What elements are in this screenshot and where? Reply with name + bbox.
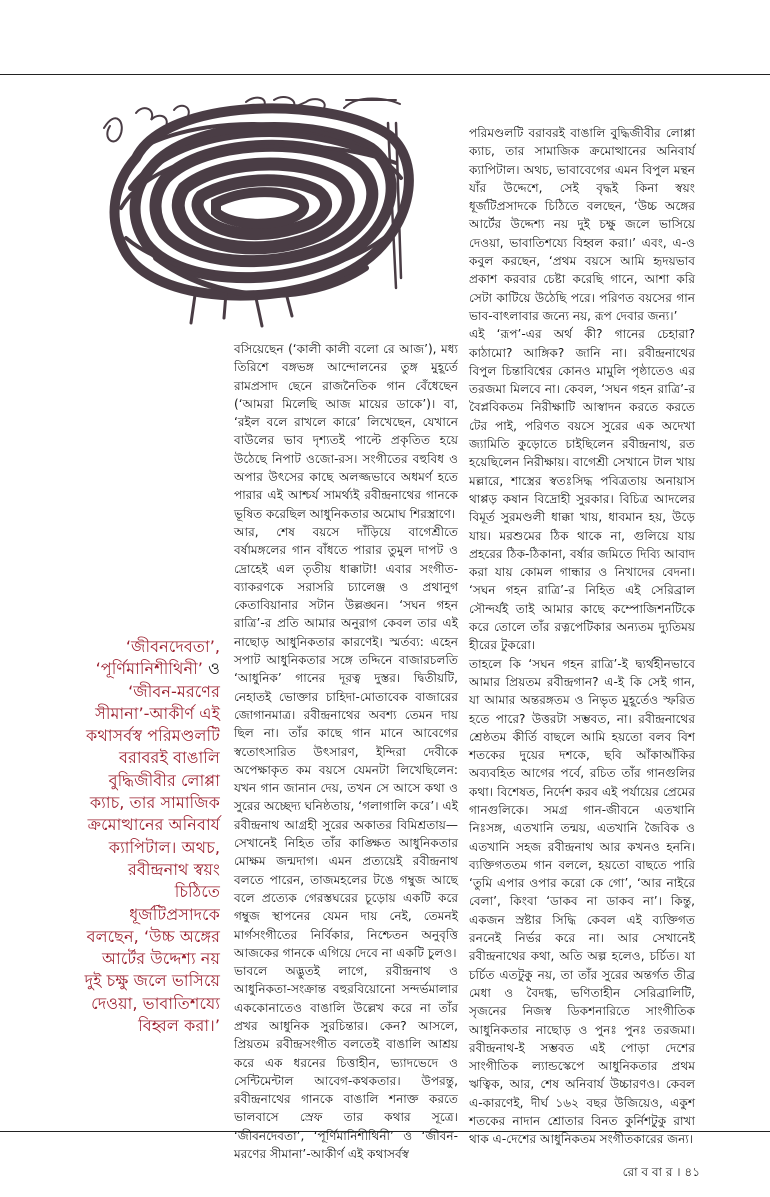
article-column-right: পরিমণ্ডলটি বরাবরই বাঙালি বুদ্ধিজীবীর লোপ্পা ক্যাচ, তার সামাজিক ক্রমোত্থানের অনিবার্য ক্যাপিটাল। অথচ, ভাবাবেগের এমন বিপুল মন্থন যাঁর উদ্দেশে, সেই বৃদ্ধই কিনা স্বয়ং ধূর্জটিপ্রসাদকে চিঠিতে বলছেন, ‘উচ্চ অঙ্গের আর্টের উদ্দেশ্য নয় দুই চক্ষু জলে ভাসিয়ে দেওয়া, ভাবাতিশয্যে বিহ্বল করা।’ এবং, এ-ও কবুল করছেন, ‘প্রথম বয়সে আমি হৃদয়ভাব প্রকাশ করবার চেষ্টা করেছি গানে, আশা করি সেটা কাটিয়ে উঠেছি পরে। পরিণত বয়সের গান ভাব-বাৎলাবার জন্যে নয়, রূপ দেবার জন্য।’ এই ‘রূপ’-এর অর্থ কী? গানের চেহারা? কাঠামো? আঙ্গিক? জানি না। রবীন্দ্রনাথের বিপুল চিন্তাবিশ্বের কোনও মামুলি পৃষ্ঠাতেও এর তরজমা মিলবে না। কেবল, ‘সঘন গহন রাত্রি’-র বৈপ্লবিকতম নিরীক্ষাটি আস্বাদন করতে করতে টের পাই, পরিণত বয়সে সুরের এক অদেখা জ্যামিতি কুড়োতে চাইছিলেন রবীন্দ্রনাথ, রত হয়েছিলেন নিরীক্ষায়। বাগেশ্রী সেখানে টাল খায় মল্লারে, শাস্ত্রের স্বতঃসিদ্ধ পবিত্রতায় অনায়াস থাপ্পড় কষান বিদ্রোহী সুরকার। বিচিত্র আদলের বিমূর্ত সুরমণ্ডলী ধাক্কা খায়, ধাবমান হয়, উড়ে যায়। মরশুমের ঠিক থাকে না, গুলিয়ে যায় প্রহরের ঠিক-ঠিকানা, বর্ষার জমিতে দিব্যি আবাদ করা যায় কোমল গান্ধার ও নিখাদের বেদনা। ‘সঘন গহন রাত্রি’-র নিহিত এই সেরিব্রাল সৌন্দর্যই তাই আমার কাছে কম্পোজিশনটিকে করে তোলে তাঁর রত্নপেটিকার অন্যতম দ্যুতিময় হীরের টুকরো। তাহলে কি ‘সঘন গহন রাত্রি’-ই দ্ব্যর্থহীনভাবে আমার প্রিয়তম রবীন্দ্রগান? এ-ই কি সেই গান, যা আমার অন্তরঙ্গতম ও নিভৃত মুহূর্তেও স্ফরিত হতে পারে? উত্তরটা সম্ভবত, না। রবীন্দ্রনাথের শ্রেষ্ঠতম কীর্তি বাছলে আমি হয়তো বলব বিশ শতকের দুয়ের দশকে, ছবি আঁকাআঁকির অব্যবহিত আগের পর্বে, রচিত তাঁর গানগুলির কথা। বিশেষত, নির্দেশ করব এই পর্যায়ের প্রেমের গানগুলিকে। সমগ্র গান-জীবনে এতখানি নিঃসঙ্গ, এতখানি তন্ময়, এতখানি জৈবিক ও এতখানি সহজ রবীন্দ্রনাথ আর কখনও হননি। ব্যক্তিগততম গান বললে, হয়তো বাছতে পারি ‘তুমি এপার ওপার করো কে গো’, ‘আর নাইরে বেলা’, কিংবা ‘ডাকব না ডাকব না’। কিন্তু, একজন স্রষ্টার সিদ্ধি কেবল এই ব্যক্তিগত রননেই নির্ভর করে না। আর সেখানেই রবীন্দ্রনাথের কথা, অতি অল্প হলেও, চর্চিত। যা চর্চিত এতটুকু নয়, তা তাঁর সুরের অন্তর্গত তীব্র মেধা ও বৈদগ্ধ, ভণিতাহীন সেরিব্রালিটি, সৃজনের নিজস্ব ডিকশনারিতে সাংগীতিক আধুনিকতার নাছোড় ও পুনঃ পুনঃ তরজমা। রবীন্দ্রনাথ-ই সম্ভবত এই পোড়া দেশের সাংগীতিক ল্যান্ডস্কেপে আধুনিকতার প্রথম ঋত্বিক, আর, শেষ অনিবার্য উচ্চারণও। কেবল এ-কারণেই, দীর্ঘ ১৬২ বছর উজিয়েও, একুশ শতকের নাদান শ্রোতার বিনত কুর্নিশটুকু রাখা থাক এ-দেশের আধুনিকতম সংগীতকারের জন্য।	[469, 126, 695, 1147]
pull-quote-conjunction: ও	[208, 659, 220, 679]
scribble-sketch-icon	[96, 88, 452, 332]
page-number: ৪১	[684, 1165, 700, 1179]
bottom-rule	[0, 1131, 770, 1132]
pull-quote	[82, 636, 220, 1108]
footer-separator: ।	[676, 1165, 681, 1179]
magazine-name: রো ব বা র	[622, 1165, 673, 1179]
top-rule	[0, 74, 770, 75]
pull-quote-part2: ‘জীবন-মরণের সীমানা’-আকীর্ণ এই কথাসর্বস্ব পরিমণ্ডলটি বরাবরই বাঙালি বুদ্ধিজীবীর লোপ্পা ক্যাচ, তার সামাজিক ক্রমোত্থানের অনিবার্য ক্যাপিটাল। অথচ, রবীন্দ্রনাথ স্বয়ং চিঠিতে ধূর্জটিপ্রসাদকে বলছেন, ‘উচ্চ অঙ্গের আর্টের উদ্দেশ্য নয় দুই চক্ষু জলে ভাসিয়ে দেওয়া, ভাবাতিশয্যে বিহ্বল করা।’	[84, 681, 220, 1036]
illustration	[96, 88, 452, 332]
article-column-middle: বসিয়েছেন (‘কালী কালী বলো রে আজ’), মধ্য তিরিশে বঙ্গভঙ্গ আন্দোলনের তুঙ্গ মুহূর্তে রামপ্রসাদ ছেনে রাজনৈতিক গান বেঁধেছেন (‘আমরা মিলেছি আজ মায়ের ডাকে’)। বা, ‘রইল বলে রাখলে কারে’ লিখেছেন, যেখানে বাউলের ভাব দৃশ্যতই পাল্টে প্রকৃতিত হয়ে উঠেছে নিপাট ওজো-রস। সংগীতের বহুবিধ ও অপার উৎসের কাছে অলজ্জভাবে অধমর্ণ হতে পারার এই আশ্চর্য সামর্থ্যই রবীন্দ্রনাথের গানকে ভূষিত করেছিল আধুনিকতার অমোঘ শিরস্ত্রাণে। আর, শেষ বয়সে দাঁড়িয়ে বাগেশ্রীতে বর্ষামঙ্গলের গান বাঁধতে পারার তুমুল দাপট ও দ্রোহেই এল তৃতীয় ধাক্কাটা! এবার সংগীত-ব্যাকরণকে সরাসরি চ্যালেঞ্জ ও প্রথানুগ কেতাবিয়ানার সটান উল্লঙ্ঘন। ‘সঘন গহন রাত্রি’-র প্রতি আমার অনুরাগ কেবল তার এই নাছোড় আধুনিকতার কারণেই। স্মর্তব্য: এহেন সপাট আধুনিকতার সঙ্গে তদ্দিনে বাজারচলতি ‘আধুনিক’ গানের দূরত্ব দুস্তর। দ্বিতীয়টি, নেহাতই ভোক্তার চাহিদা-মোতাবেক বাজারের জোগানমাত্র। রবীন্দ্রনাথের অবশ্য তেমন দায় ছিল না। তাঁর কাছে গান মানে আবেগের স্বতোৎসারিত উৎসারণ, ইন্দিরা দেবীকে অপেক্ষাকৃত কম বয়সে যেমনটা লিখেছিলেন: যখন গান জানান দেয়, তখন সে আসে কথা ও সুরের অচ্ছেদ্য ঘনিষ্ঠতায়, ‘গলাগালি করে’। এই রবীন্দ্রনাথ আগ্রহী সুরের অকাতর বিমিশ্রতায়—সেখানেই নিহিত তাঁর কাঙ্ক্ষিত আধুনিকতার মোক্ষম জন্মদাগ। এমন প্রত্যয়েই রবীন্দ্রনাথ বলতে পারেন, তাজমহলের টঙে গম্বুজ আছে বলে প্রত্যেক গেরস্তঘরের চূড়োয় একটি করে গম্বুজ স্থাপনের যেমন দায় নেই, তেমনই মার্গসংগীতের নির্বিকার, নিশ্চেতন অনুবৃত্তি আজকের গানকে এগিয়ে দেবে না একটি চুলও। ভাবলে অদ্ভুতই লাগে, রবীন্দ্রনাথ ও আধুনিকতা-সংক্রান্ত বহুরবিয়োনো সন্দর্ভমালার এককোনাতেও বাঙালি উল্লেখ করে না তাঁর প্রখর আধুনিক সুরচিন্তার। কেন? আসলে, প্রিয়তম রবীন্দ্রসংগীত বলতেই বাঙালি আশ্রয় করে এক ধরনের চিত্তাহীন, ভ্যাদভেদে ও সেন্টিমেন্টাল আবেগ-কথকতার। উপরন্তু, রবীন্দ্রনাথের গানকে বাঙালি শনাক্ত করতে ভালবাসে স্রেফ তার কথার সূত্রে। ‘জীবনদেবতা’, ‘পূর্ণিমানিশীথিনী’ ও ‘জীবন-মরণের সীমানা’-আকীর্ণ এই কথাসর্বস্ব	[234, 342, 458, 1162]
page-footer	[560, 1164, 700, 1184]
pull-quote-part1: ‘জীবনদেবতা’, ‘পূর্ণিমানিশীথিনী’	[95, 637, 220, 679]
